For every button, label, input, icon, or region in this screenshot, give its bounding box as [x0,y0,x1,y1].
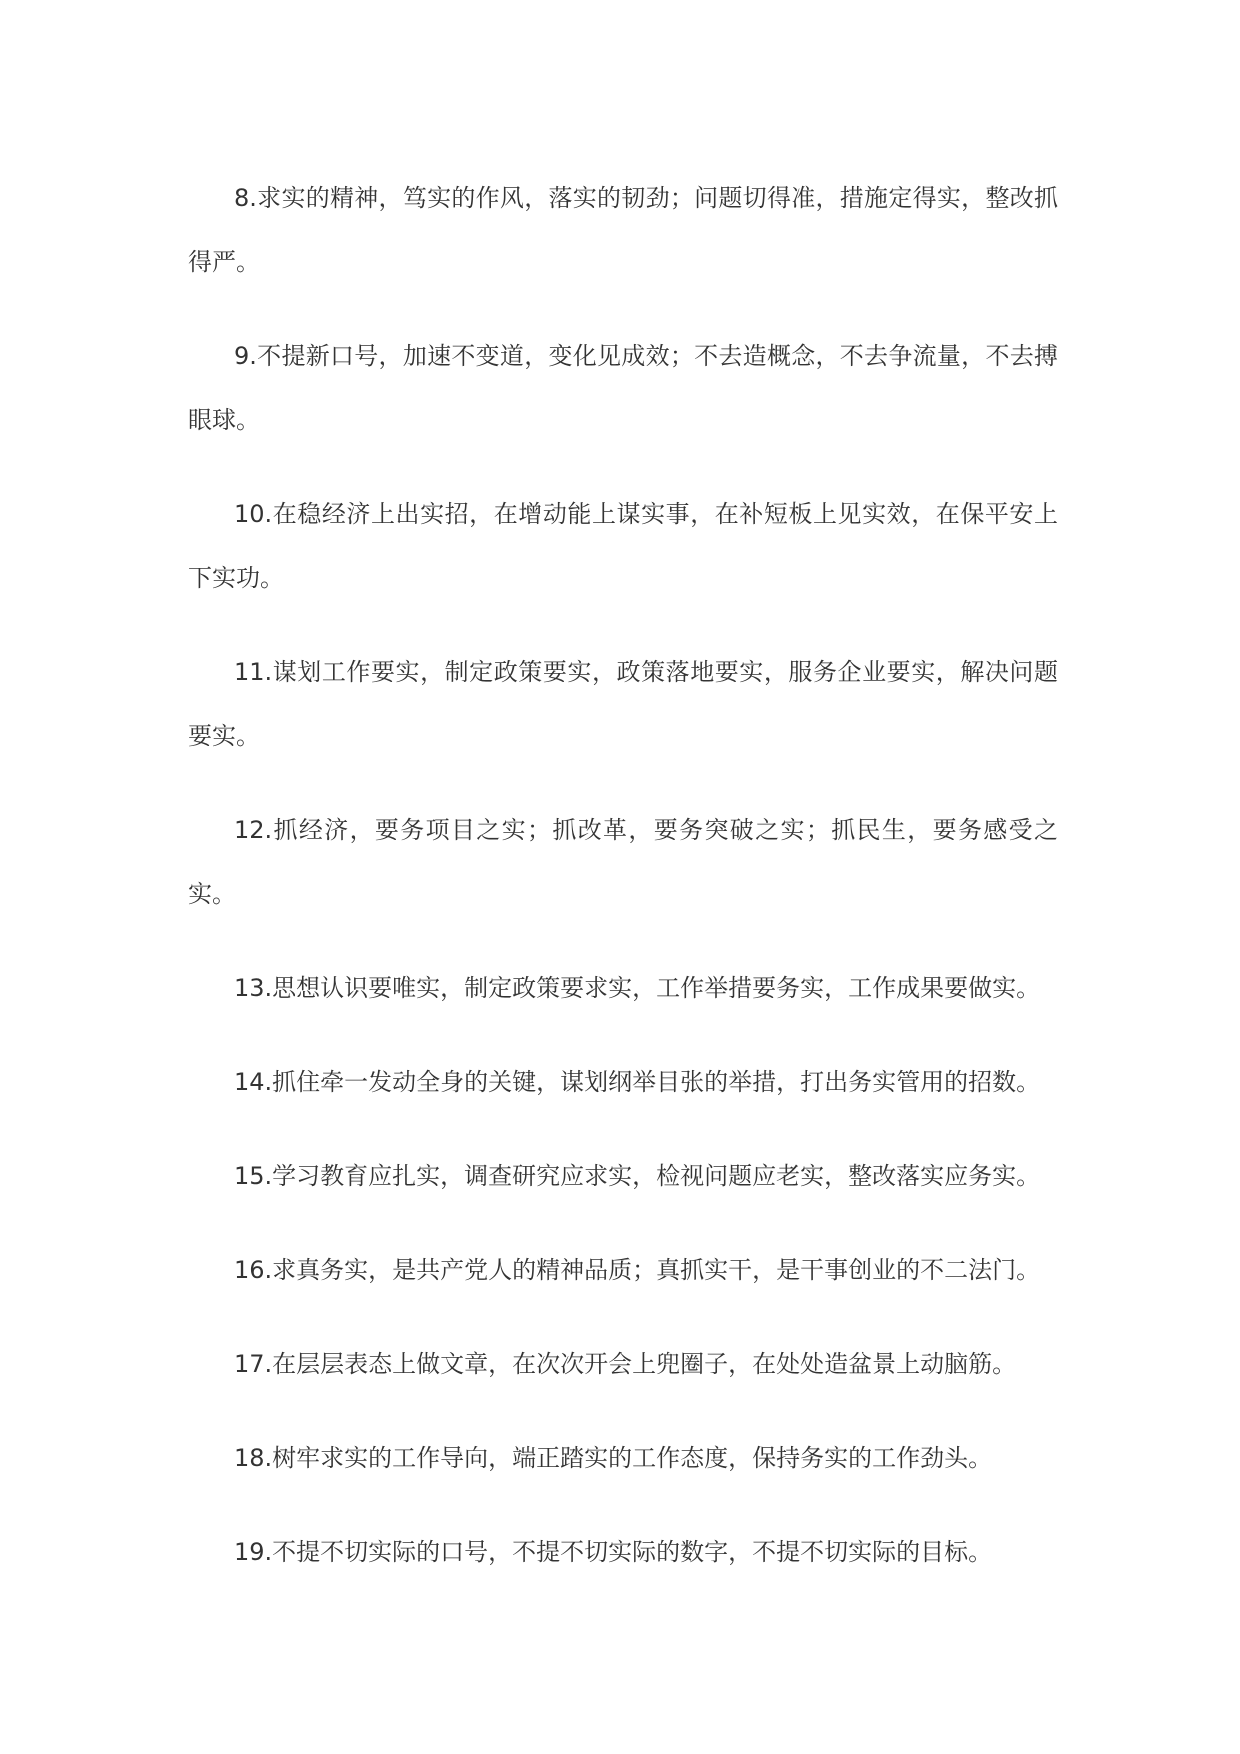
paragraph-10: 10.在稳经济上出实招，在增动能上谋实事，在补短板上见实效，在保平安上下实功。 [188,500,1058,592]
paragraph-17: 17.在层层表态上做文章，在次次开会上兜圈子，在处处造盆景上动脑筋。 [234,1350,1017,1378]
paragraph-16: 16.求真务实，是共产党人的精神品质；真抓实干，是干事创业的不二法门。 [234,1256,1041,1284]
paragraph-12: 12.抓经济，要务项目之实；抓改革，要务突破之实；抓民生，要务感受之实。 [188,816,1058,908]
paragraph-18: 18.树牢求实的工作导向，端正踏实的工作态度，保持务实的工作劲头。 [234,1444,993,1472]
document-page [188,166,1058,1614]
paragraph-8: 8.求实的精神，笃实的作风，落实的韧劲；问题切得准，措施定得实，整改抓得严。 [188,184,1058,276]
paragraph-13: 13.思想认识要唯实，制定政策要求实，工作举措要务实，工作成果要做实。 [234,974,1041,1002]
paragraph-14: 14.抓住牵一发动全身的关键，谋划纲举目张的举措，打出务实管用的招数。 [234,1068,1041,1096]
paragraph-9: 9.不提新口号，加速不变道，变化见成效；不去造概念，不去争流量，不去搏眼球。 [188,342,1058,434]
paragraph-11: 11.谋划工作要实，制定政策要实，政策落地要实，服务企业要实，解决问题要实。 [188,658,1058,750]
paragraph-15: 15.学习教育应扎实，调查研究应求实，检视问题应老实，整改落实应务实。 [234,1162,1041,1190]
paragraph-19: 19.不提不切实际的口号，不提不切实际的数字，不提不切实际的目标。 [234,1538,993,1566]
